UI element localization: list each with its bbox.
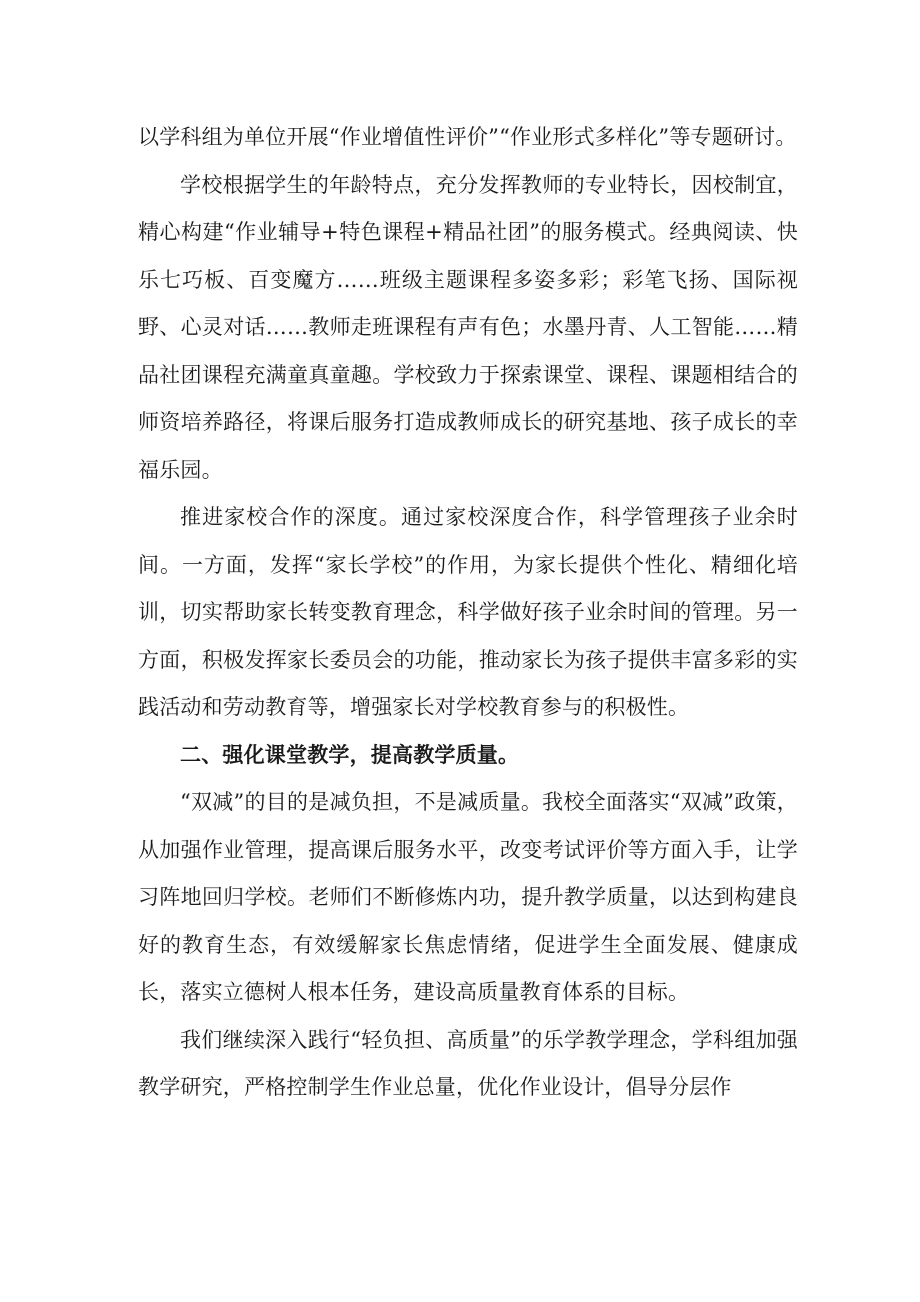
document-body — [138, 114, 798, 1112]
paragraph-continuation: 以学科组为单位开展“作业增值性评价”“作业形式多样化”等专题研讨。 — [138, 125, 797, 149]
section-heading: 二、强化课堂教学，提高教学质量。 — [180, 742, 520, 767]
paragraph-teaching-philosophy: 我们继续深入践行“轻负担、高质量”的乐学教学理念，学科组加强教学研究，严格控制学生作业总量，优化作业设计，倡导分层作 — [138, 1027, 798, 1099]
paragraph-double-reduction: “双减”的目的是减负担，不是减质量。我校全面落实“双减”政策，从加强作业管理，提高课后服务水平，改变考试评价等方面入手，让学习阵地回归学校。老师们不断修炼内功，提升教学质量，以达到构建良好的教育生态，有效缓解家长焦虑情绪，促进学生全面发展、健康成长，落实立德树人根本任务，建设高质量教育体系的目标。 — [138, 790, 798, 1004]
paragraph-after-school-service: 学校根据学生的年龄特点，充分发挥教师的专业特长，因校制宜，精心构建“作业辅导+特色课程+精品社团”的服务模式。经典阅读、快乐七巧板、百变魔方……班级主题课程多姿多彩；彩笔飞扬、国际视野、心灵对话……教师走班课程有声有色；水墨丹青、人工智能……精品社团课程充满童真童趣。学校致力于探索课堂、课程、课题相结合的师资培养路径，将课后服务打造成教师成长的研究基地、孩子成长的幸福乐园。 — [138, 172, 798, 482]
paragraph-home-school-cooperation: 推进家校合作的深度。通过家校深度合作，科学管理孩子业余时间。一方面，发挥“家长学校”的作用，为家长提供个性化、精细化培训，切实帮助家长转变教育理念，科学做好孩子业余时间的管理。另一方面，积极发挥家长委员会的功能，推动家长为孩子提供丰富多彩的实践活动和劳动教育等，增强家长对学校教育参与的积极性。 — [138, 505, 798, 719]
